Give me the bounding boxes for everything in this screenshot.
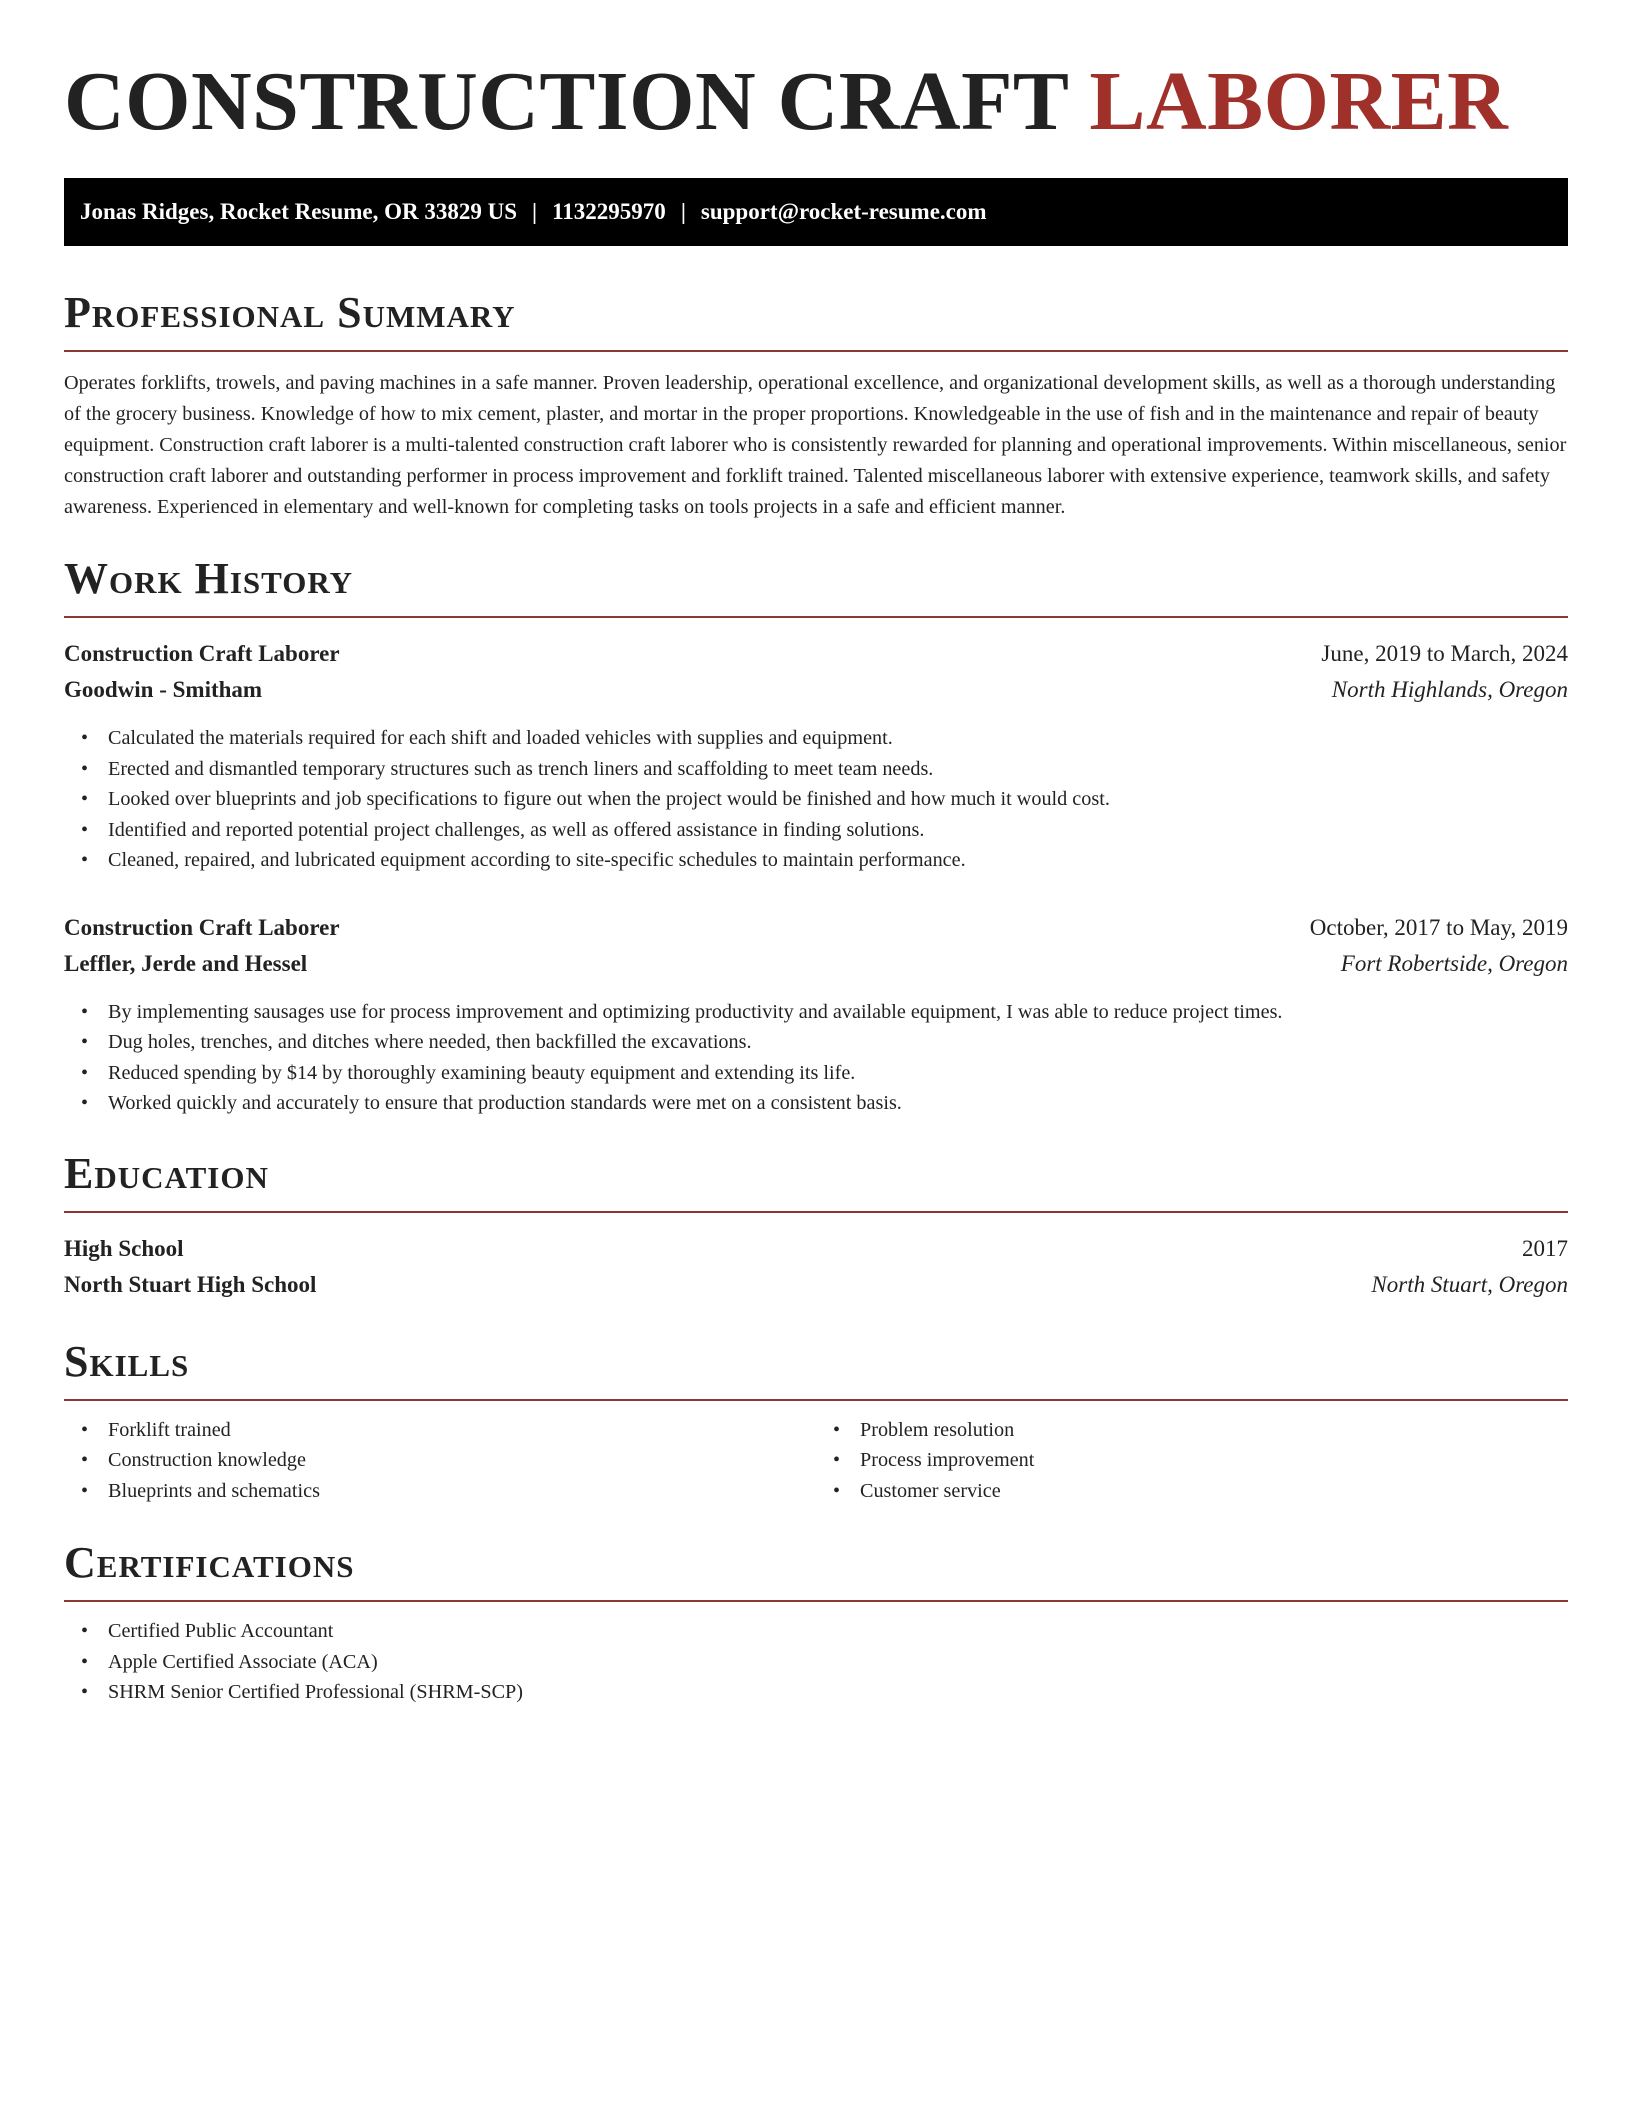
job-header-row [64,910,1568,946]
resume-name [64,52,1568,152]
contact-phone: 1132295970 [552,199,666,224]
job-bullet: • Erected and dismantled temporary structures such as trench liners and scaffolding to meet team needs. [108,754,1568,785]
education-heading: Education [64,1148,269,1198]
skills-grid [64,1415,1568,1507]
contact-separator: | [532,199,538,224]
job-dates: October, 2017 to May, 2019 [1309,914,1568,940]
job-company-row [64,946,1568,982]
job-entry [64,636,1568,876]
job-company: Leffler, Jerde and Hessel [64,950,308,976]
contact-separator: | [680,199,686,224]
job-bullet: • By implementing sausages use for process improvement and optimizing productivity and available equipment, I was able to reduce project times. [108,997,1568,1028]
job-title: Construction Craft Laborer [64,914,340,940]
summary-heading: Professional Summary [64,288,516,337]
work-history-heading: Work History [64,554,354,603]
section-divider [64,1211,1568,1213]
education-year: 2017 [1522,1235,1568,1261]
education-section [64,1147,1568,1303]
job-dates: June, 2019 to March, 2024 [1321,641,1568,666]
job-location: Fort Robertside, Oregon [1340,950,1568,976]
certification-item: • Apple Certified Associate (ACA) [108,1647,1568,1678]
job-company-row [64,672,1568,708]
certifications-list [64,1616,1568,1708]
summary-text: Operates forklifts, trowels, and paving machines in a safe manner. Proven leadership, operational excellence, and organizational development skills, as well as a thorough understanding of the grocery business. Knowledge of how to mix cement, plaster, and mortar in the proper proportions. Knowledgeable in the use of fish and in the maintenance and repair of beauty equipment. Construction craft laborer is a multi-talented construction craft laborer who is consistently rewarded for planning and operational improvements. Within miscellaneous, senior construction craft laborer and outstanding performer in process improvement and forklift trained. Talented miscellaneous laborer with extensive experience, teamwork skills, and safety awareness. Experienced in elementary and well-known for completing tasks on tools projects in a safe and efficient manner. [64,372,1567,518]
section-divider [64,616,1568,618]
contact-address: Jonas Ridges, Rocket Resume, OR 33829 US [80,199,517,224]
skills-section [64,1335,1568,1507]
job-bullet-list [64,997,1568,1119]
section-divider [64,1600,1568,1602]
skill-item: • Problem resolution [860,1415,1568,1446]
skill-item: • Forklift trained [108,1415,816,1446]
skills-list-right [816,1415,1568,1507]
skill-item: • Process improvement [860,1445,1568,1476]
contact-bar [64,178,1568,246]
education-school-row [64,1267,1568,1303]
job-company: Goodwin - Smitham [64,677,263,702]
job-location: North Highlands, Oregon [1331,677,1568,702]
job-bullet: • Looked over blueprints and job specifications to figure out when the project would be finished and how much it would cost. [108,784,1568,815]
skill-item: • Construction knowledge [108,1445,816,1476]
certifications-section [64,1536,1568,1708]
skills-list-left [64,1415,816,1507]
certification-item: • SHRM Senior Certified Professional (SHRM-SCP) [108,1677,1568,1708]
job-bullet: • Identified and reported potential project challenges, as well as offered assistance in finding solutions. [108,815,1568,846]
job-bullet: • Dug holes, trenches, and ditches where needed, then backfilled the excavations. [108,1027,1568,1058]
job-title: Construction Craft Laborer [64,641,340,666]
contact-email: support@rocket-resume.com [700,199,987,224]
section-divider [64,1399,1568,1401]
certifications-heading: Certifications [64,1538,355,1587]
job-bullet-list [64,723,1568,876]
education-entry [64,1231,1568,1303]
job-bullet: • Worked quickly and accurately to ensure that production standards were met on a consistent basis. [108,1088,1568,1119]
name-last: LABORER [1089,55,1509,148]
section-divider [64,350,1568,352]
certification-item: • Certified Public Accountant [108,1616,1568,1647]
work-history-section [64,552,1568,1119]
education-header-row [64,1231,1568,1267]
summary-section [64,286,1568,523]
education-location: North Stuart, Oregon [1371,1271,1568,1297]
skill-item: • Blueprints and schematics [108,1476,816,1507]
name-first: CONSTRUCTION CRAFT [64,55,1068,148]
skills-heading: Skills [64,1336,190,1386]
job-bullet: • Calculated the materials required for each shift and loaded vehicles with supplies and equipment. [108,723,1568,754]
job-header-row [64,636,1568,672]
education-school: North Stuart High School [64,1271,317,1297]
job-entry [64,910,1568,1119]
skill-item: • Customer service [860,1476,1568,1507]
education-degree: High School [64,1235,184,1261]
job-bullet: • Reduced spending by $14 by thoroughly examining beauty equipment and extending its life. [108,1058,1568,1089]
job-bullet: • Cleaned, repaired, and lubricated equipment according to site-specific schedules to maintain performance. [108,845,1568,876]
